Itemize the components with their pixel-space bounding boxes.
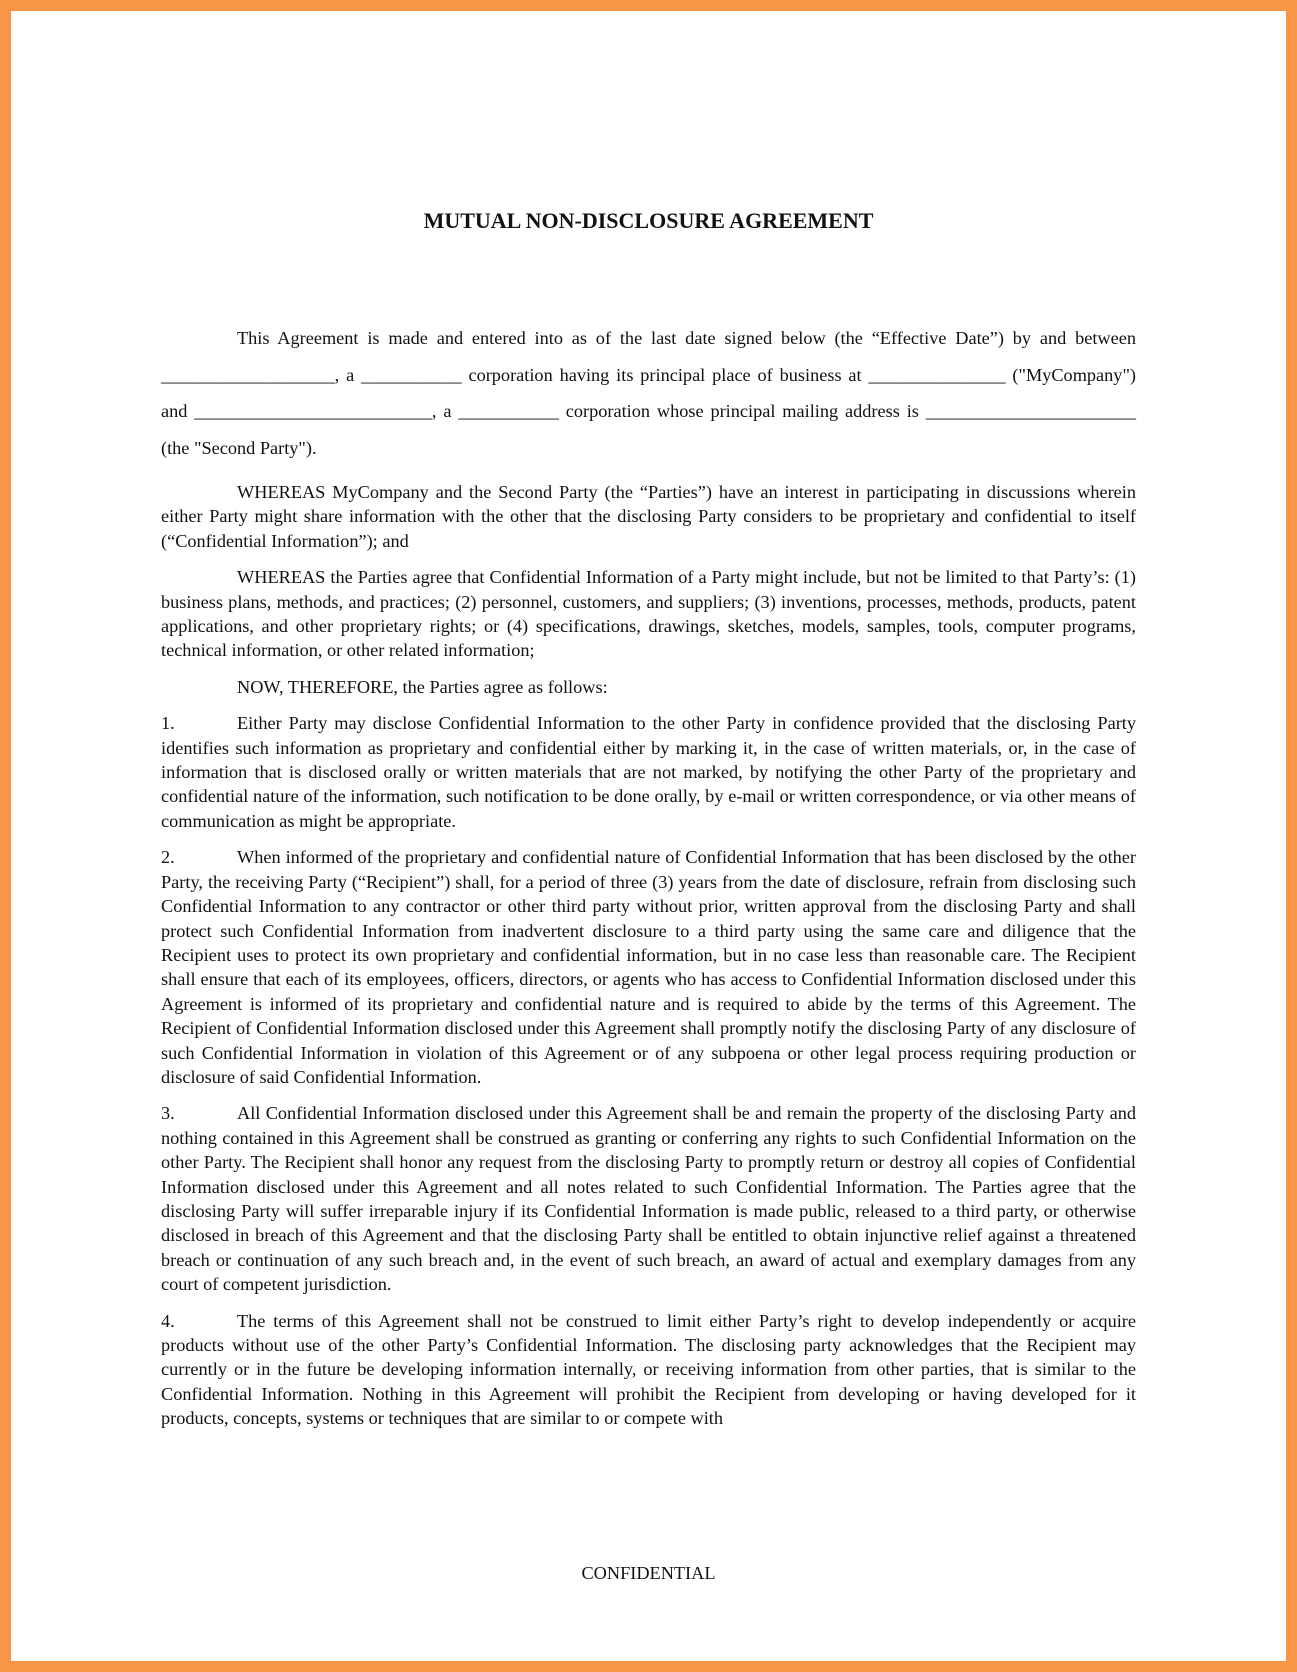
clause-number: 3. — [161, 1103, 175, 1124]
clause-text: When informed of the proprietary and confidential nature of Confidential Information that has been disclosed by the other Party, the receiving Party (“Recipient”) shall, for a period of three (3) years from the date of disclosure, refrain from disclosing such Confidential Information to any contractor or other third party without prior, written approval from the disclosing Party and shall protect such Confidential Information from inadvertent disclosure to a third party using the same care and diligence that the Recipient uses to protect its own proprietary and confidential information, but in no case less than reasonable care. The Recipient shall ensure that each of its employees, officers, directors, or agents who has access to Confidential Information disclosed under this Agreement is informed of its proprietary and confidential nature and is required to abide by the terms of this Agreement. The Recipient of Confidential Information disclosed under this Agreement shall promptly notify the disclosing Party of any disclosure of such Confidential Information in violation of this Agreement or of any subpoena or other legal process requiring production or disclosure of said Confidential Information. — [161, 847, 1136, 1087]
whereas-paragraph-1: WHEREAS MyCompany and the Second Party (the “Parties”) have an interest in participating in discussions wherein either Party might share information with the other that the disclosing Party considers to be proprietary and confidential to itself (“Confidential Information”); and — [161, 482, 1136, 551]
clause-number: 2. — [161, 847, 175, 868]
clause-3 — [161, 1101, 1136, 1296]
clause-1 — [161, 711, 1136, 833]
confidential-footer: CONFIDENTIAL — [581, 1563, 716, 1583]
clause-number: 4. — [161, 1310, 175, 1331]
whereas-paragraph-2: WHEREAS the Parties agree that Confidential Information of a Party might include, but not be limited to that Party’s: (1) business plans, methods, and practices; (2) personnel, customers, and suppliers; (3) inventions, processes, methods, products, patent applications, and other proprietary rights; or (4) specifications, drawings, sketches, models, samples, tools, computer programs, technical information, or other related information; — [161, 567, 1136, 661]
clause-text: All Confidential Information disclosed under this Agreement shall be and remain the property of the disclosing Party and nothing contained in this Agreement shall be construed as granting or conferring any rights to such Confidential Information on the other Party. The Recipient shall honor any request from the disclosing Party to promptly return or destroy all copies of Confidential Information disclosed under this Agreement and all notes related to such Confidential Information. The Parties agree that the disclosing Party will suffer irreparable injury if its Confidential Information is made public, released to a third party, or otherwise disclosed in breach of this Agreement and that the disclosing Party shall be entitled to obtain injunctive relief against a threatened breach or continuation of any such breach and, in the event of such breach, an award of actual and exemplary damages from any court of competent jurisdiction. — [161, 1103, 1136, 1295]
intro-paragraph: This Agreement is made and entered into as of the last date signed below (the “Effective Date”) by and between ___________________, a ___________ corporation having its principal place of business at _______________ ("MyCompany") and __________________________, a ___________ corporation whose principal mailing address is _______________________ (the "Second Party"). — [161, 328, 1136, 458]
now-therefore-paragraph: NOW, THEREFORE, the Parties agree as follows: — [237, 676, 608, 697]
clause-2 — [161, 845, 1136, 1089]
clause-text: Either Party may disclose Confidential Information to the other Party in confidence provided that the disclosing Party identifies such information as proprietary and confidential either by marking it, in the case of written materials, or, in the case of information that is disclosed orally or written materials that are not marked, by notifying the other Party of the proprietary and confidential nature of the information, such notification to be done orally, by e-mail or written correspondence, or via other means of communication as might be appropriate. — [161, 713, 1136, 831]
document-body — [161, 480, 1136, 1443]
clause-number: 1. — [161, 713, 175, 734]
document-title: MUTUAL NON-DISCLOSURE AGREEMENT — [423, 208, 874, 233]
clause-text: The terms of this Agreement shall not be construed to limit either Party’s right to develop independently or acquire products without use of the other Party’s Confidential Information. The disclosing party acknowledges that the Recipient may currently or in the future be developing information internally, or receiving information from other parties, that is similar to the Confidential Information. Nothing in this Agreement will prohibit the Recipient from developing or having developed for it products, concepts, systems or techniques that are similar to or compete with — [161, 1310, 1136, 1429]
clause-4 — [161, 1309, 1136, 1431]
